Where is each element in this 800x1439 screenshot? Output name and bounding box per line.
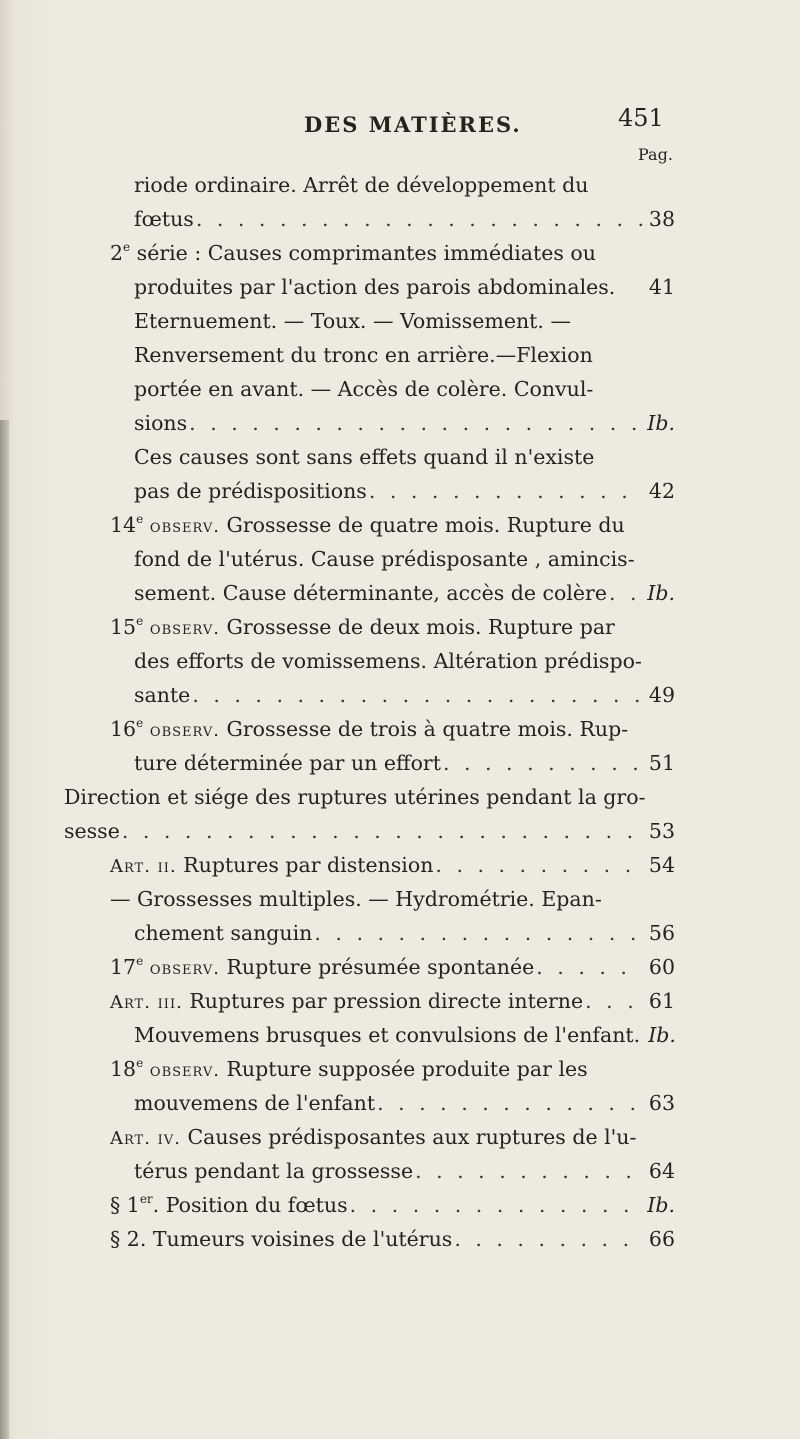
toc-entry-text — [134, 173, 588, 197]
toc-entry — [134, 474, 675, 508]
page-reference: 41 — [648, 275, 675, 299]
entry-title: . Position du fœtus — [152, 1193, 348, 1217]
toc-entry — [134, 542, 665, 576]
entry-number-suffix: e — [123, 240, 131, 255]
toc-entry — [134, 338, 665, 372]
entry-title: série : Causes comprimantes immédiates ou — [130, 241, 596, 265]
entry-title: sement. Cause déterminante, accès de colère — [134, 581, 607, 605]
toc-entry-text — [110, 887, 602, 911]
page-reference: 38 — [648, 207, 675, 231]
entry-label: Art. ii. — [110, 856, 177, 877]
entry-label: observ. — [143, 618, 220, 639]
page-reference: 51 — [648, 751, 675, 775]
toc-entry — [134, 576, 675, 610]
page-reference: 66 — [648, 1227, 675, 1251]
entry-number: § 2 — [110, 1227, 140, 1251]
toc-entry — [134, 440, 665, 474]
entry-label: Art. iii. — [110, 992, 183, 1013]
leader-dots — [350, 1188, 642, 1222]
leader-dots — [192, 678, 643, 712]
entry-title: produites par l'action des parois abdominales. — [134, 275, 616, 299]
toc-entry-text — [134, 445, 594, 469]
entry-number: 17 — [110, 955, 137, 979]
leader-dots — [314, 916, 643, 950]
entry-title: sesse — [64, 819, 120, 843]
leader-dots — [435, 848, 642, 882]
entry-label: observ. — [143, 958, 220, 979]
toc-entry — [134, 1086, 675, 1120]
entry-title: Ruptures par pression directe interne — [182, 989, 584, 1013]
toc-entry-text — [110, 615, 615, 639]
entry-number-suffix: e — [136, 954, 144, 969]
toc-entry — [134, 372, 665, 406]
entry-number: 2 — [110, 241, 124, 265]
page-number: 451 — [618, 104, 664, 132]
entry-title: Rupture présumée spontanée — [219, 955, 535, 979]
entry-title: ture déterminée par un effort — [134, 751, 441, 775]
entry-title: mouvemens de l'enfant — [134, 1091, 376, 1115]
toc-entry-text — [134, 576, 607, 610]
binding-gutter-shadow — [0, 420, 9, 1439]
entry-number: 15 — [110, 615, 137, 639]
entry-number: 18 — [110, 1057, 137, 1081]
entry-title: Renversement du tronc en arrière.—Flexion — [134, 343, 593, 367]
page-reference: 64 — [648, 1159, 675, 1183]
entry-number-suffix: er — [139, 1192, 153, 1207]
toc-entry-text — [134, 343, 593, 367]
toc-entry-text — [134, 1154, 413, 1188]
entry-title: portée en avant. — Accès de colère. Convul- — [134, 377, 594, 401]
page-reference: Ib. — [648, 1023, 676, 1047]
page-reference: Ib. — [647, 581, 675, 605]
toc-entry-text — [110, 984, 583, 1020]
entry-title: riode ordinaire. Arrêt de développement du — [134, 173, 589, 197]
entry-title: pas de prédispositions — [134, 479, 367, 503]
toc-entry — [110, 1188, 675, 1222]
entry-title: Ces causes sont sans effets quand il n'existe — [134, 445, 595, 469]
entry-title: térus pendant la grossesse — [134, 1159, 414, 1183]
running-title: DES MATIÈRES. — [304, 112, 522, 137]
entry-label: observ. — [143, 720, 220, 741]
pag-column-label: Pag. — [638, 145, 673, 164]
entry-number: 16 — [110, 717, 137, 741]
toc-entry-text — [134, 474, 367, 508]
toc-entry-text — [134, 916, 312, 950]
entry-title: Ruptures par distension — [176, 853, 434, 877]
toc-entry-text — [134, 649, 642, 673]
toc-entry-text — [134, 202, 194, 236]
entry-label: Art. iv. — [110, 1128, 181, 1149]
leader-dots — [196, 202, 643, 236]
page-reference: 56 — [648, 921, 675, 945]
entry-number-suffix: e — [136, 716, 144, 731]
entry-title: Mouvemens brusques et convulsions de l'enfant. — [134, 1023, 641, 1047]
toc-entry-text — [110, 1222, 452, 1256]
entry-title: Direction et siége des ruptures utérines pendant la gro- — [64, 785, 646, 809]
leader-dots — [454, 1222, 643, 1256]
leader-dots — [585, 984, 643, 1018]
page-reference: 53 — [648, 819, 675, 843]
entry-title: fœtus — [134, 207, 194, 231]
entry-title: fond de l'utérus. Cause prédisposante , amincis- — [134, 547, 635, 571]
toc-entry — [64, 780, 665, 814]
toc-entry-text — [134, 678, 190, 712]
entry-title: . Tumeurs voisines de l'utérus — [139, 1227, 453, 1251]
toc-entry — [110, 1120, 665, 1154]
entry-number-suffix: e — [136, 512, 144, 527]
entry-title: Grossesse de trois à quatre mois. Rup- — [219, 717, 629, 741]
toc-entry-text — [64, 785, 646, 809]
toc-entry-text — [134, 547, 635, 571]
toc-entry-text — [110, 241, 596, 265]
toc-entry — [110, 610, 665, 644]
toc-entry-text — [110, 1057, 588, 1081]
toc-entry-text — [134, 406, 187, 440]
toc-entry-text — [134, 746, 441, 780]
toc-entry — [110, 950, 675, 984]
running-head — [0, 104, 800, 144]
toc-entry-text — [110, 950, 534, 986]
toc-entry — [64, 814, 675, 848]
toc-entry — [134, 270, 675, 304]
leader-dots — [189, 406, 641, 440]
toc-entry-text — [134, 309, 571, 333]
entry-title: Grossesse de quatre mois. Rupture du — [219, 513, 625, 537]
entry-number: 14 — [110, 513, 137, 537]
leader-dots — [536, 950, 643, 984]
toc-entry-text — [110, 1125, 636, 1149]
toc-entry — [134, 202, 675, 236]
toc-entry-text — [134, 270, 615, 304]
toc-entry-text — [110, 717, 628, 741]
toc-entry — [110, 1052, 665, 1086]
entry-title: sions — [134, 411, 188, 435]
toc-entry — [110, 882, 665, 916]
toc-entry — [110, 508, 665, 542]
toc-entry-text — [110, 848, 433, 884]
toc-entry-text — [110, 513, 625, 537]
entry-label: observ. — [143, 516, 220, 537]
toc-entry-text — [134, 377, 593, 401]
entry-title: Grossesse de deux mois. Rupture par — [219, 615, 615, 639]
toc-entry — [110, 848, 675, 882]
toc-entry-text — [110, 1188, 348, 1222]
entry-title: chement sanguin — [134, 921, 313, 945]
page-reference: 61 — [648, 989, 675, 1013]
page-reference: 63 — [648, 1091, 675, 1115]
toc-entry — [134, 406, 675, 440]
entry-label: observ. — [143, 1060, 220, 1081]
entry-number: § 1 — [110, 1193, 140, 1217]
entry-number-suffix: e — [136, 614, 144, 629]
leader-dots — [122, 814, 643, 848]
leader-dots — [415, 1154, 643, 1188]
toc-entry — [110, 1222, 675, 1256]
toc-entry — [134, 1018, 675, 1052]
toc-entry — [134, 168, 665, 202]
entry-title: — Grossesses multiples. — Hydrométrie. Epan- — [110, 887, 602, 911]
toc-entry — [134, 746, 675, 780]
toc-entry — [134, 644, 665, 678]
toc-entry-text — [134, 1086, 375, 1120]
page-reference: Ib. — [647, 1193, 675, 1217]
entry-title: Eternuement. — Toux. — Vomissement. — — [134, 309, 571, 333]
leader-dots — [443, 746, 643, 780]
page-reference: 49 — [648, 683, 675, 707]
leader-dots — [609, 576, 641, 610]
toc-entry-text — [134, 1018, 640, 1052]
toc-entry — [110, 236, 665, 270]
toc-entry — [134, 304, 665, 338]
page-reference: 54 — [648, 853, 675, 877]
page-reference: 42 — [648, 479, 675, 503]
entry-title: sante — [134, 683, 191, 707]
leader-dots — [377, 1086, 643, 1120]
toc-entry — [134, 678, 675, 712]
toc-entry — [134, 1154, 675, 1188]
toc-entry — [110, 712, 665, 746]
entry-title: des efforts de vomissemens. Altération prédispo- — [134, 649, 642, 673]
toc-entry-text — [64, 814, 120, 848]
page-reference: Ib. — [647, 411, 675, 435]
entry-number-suffix: e — [136, 1056, 144, 1071]
toc-entry — [134, 916, 675, 950]
entry-title: Rupture supposée produite par les — [219, 1057, 588, 1081]
toc-entry — [110, 984, 675, 1018]
page-reference: 60 — [648, 955, 675, 979]
leader-dots — [369, 474, 643, 508]
entry-title: Causes prédisposantes aux ruptures de l'u- — [180, 1125, 637, 1149]
